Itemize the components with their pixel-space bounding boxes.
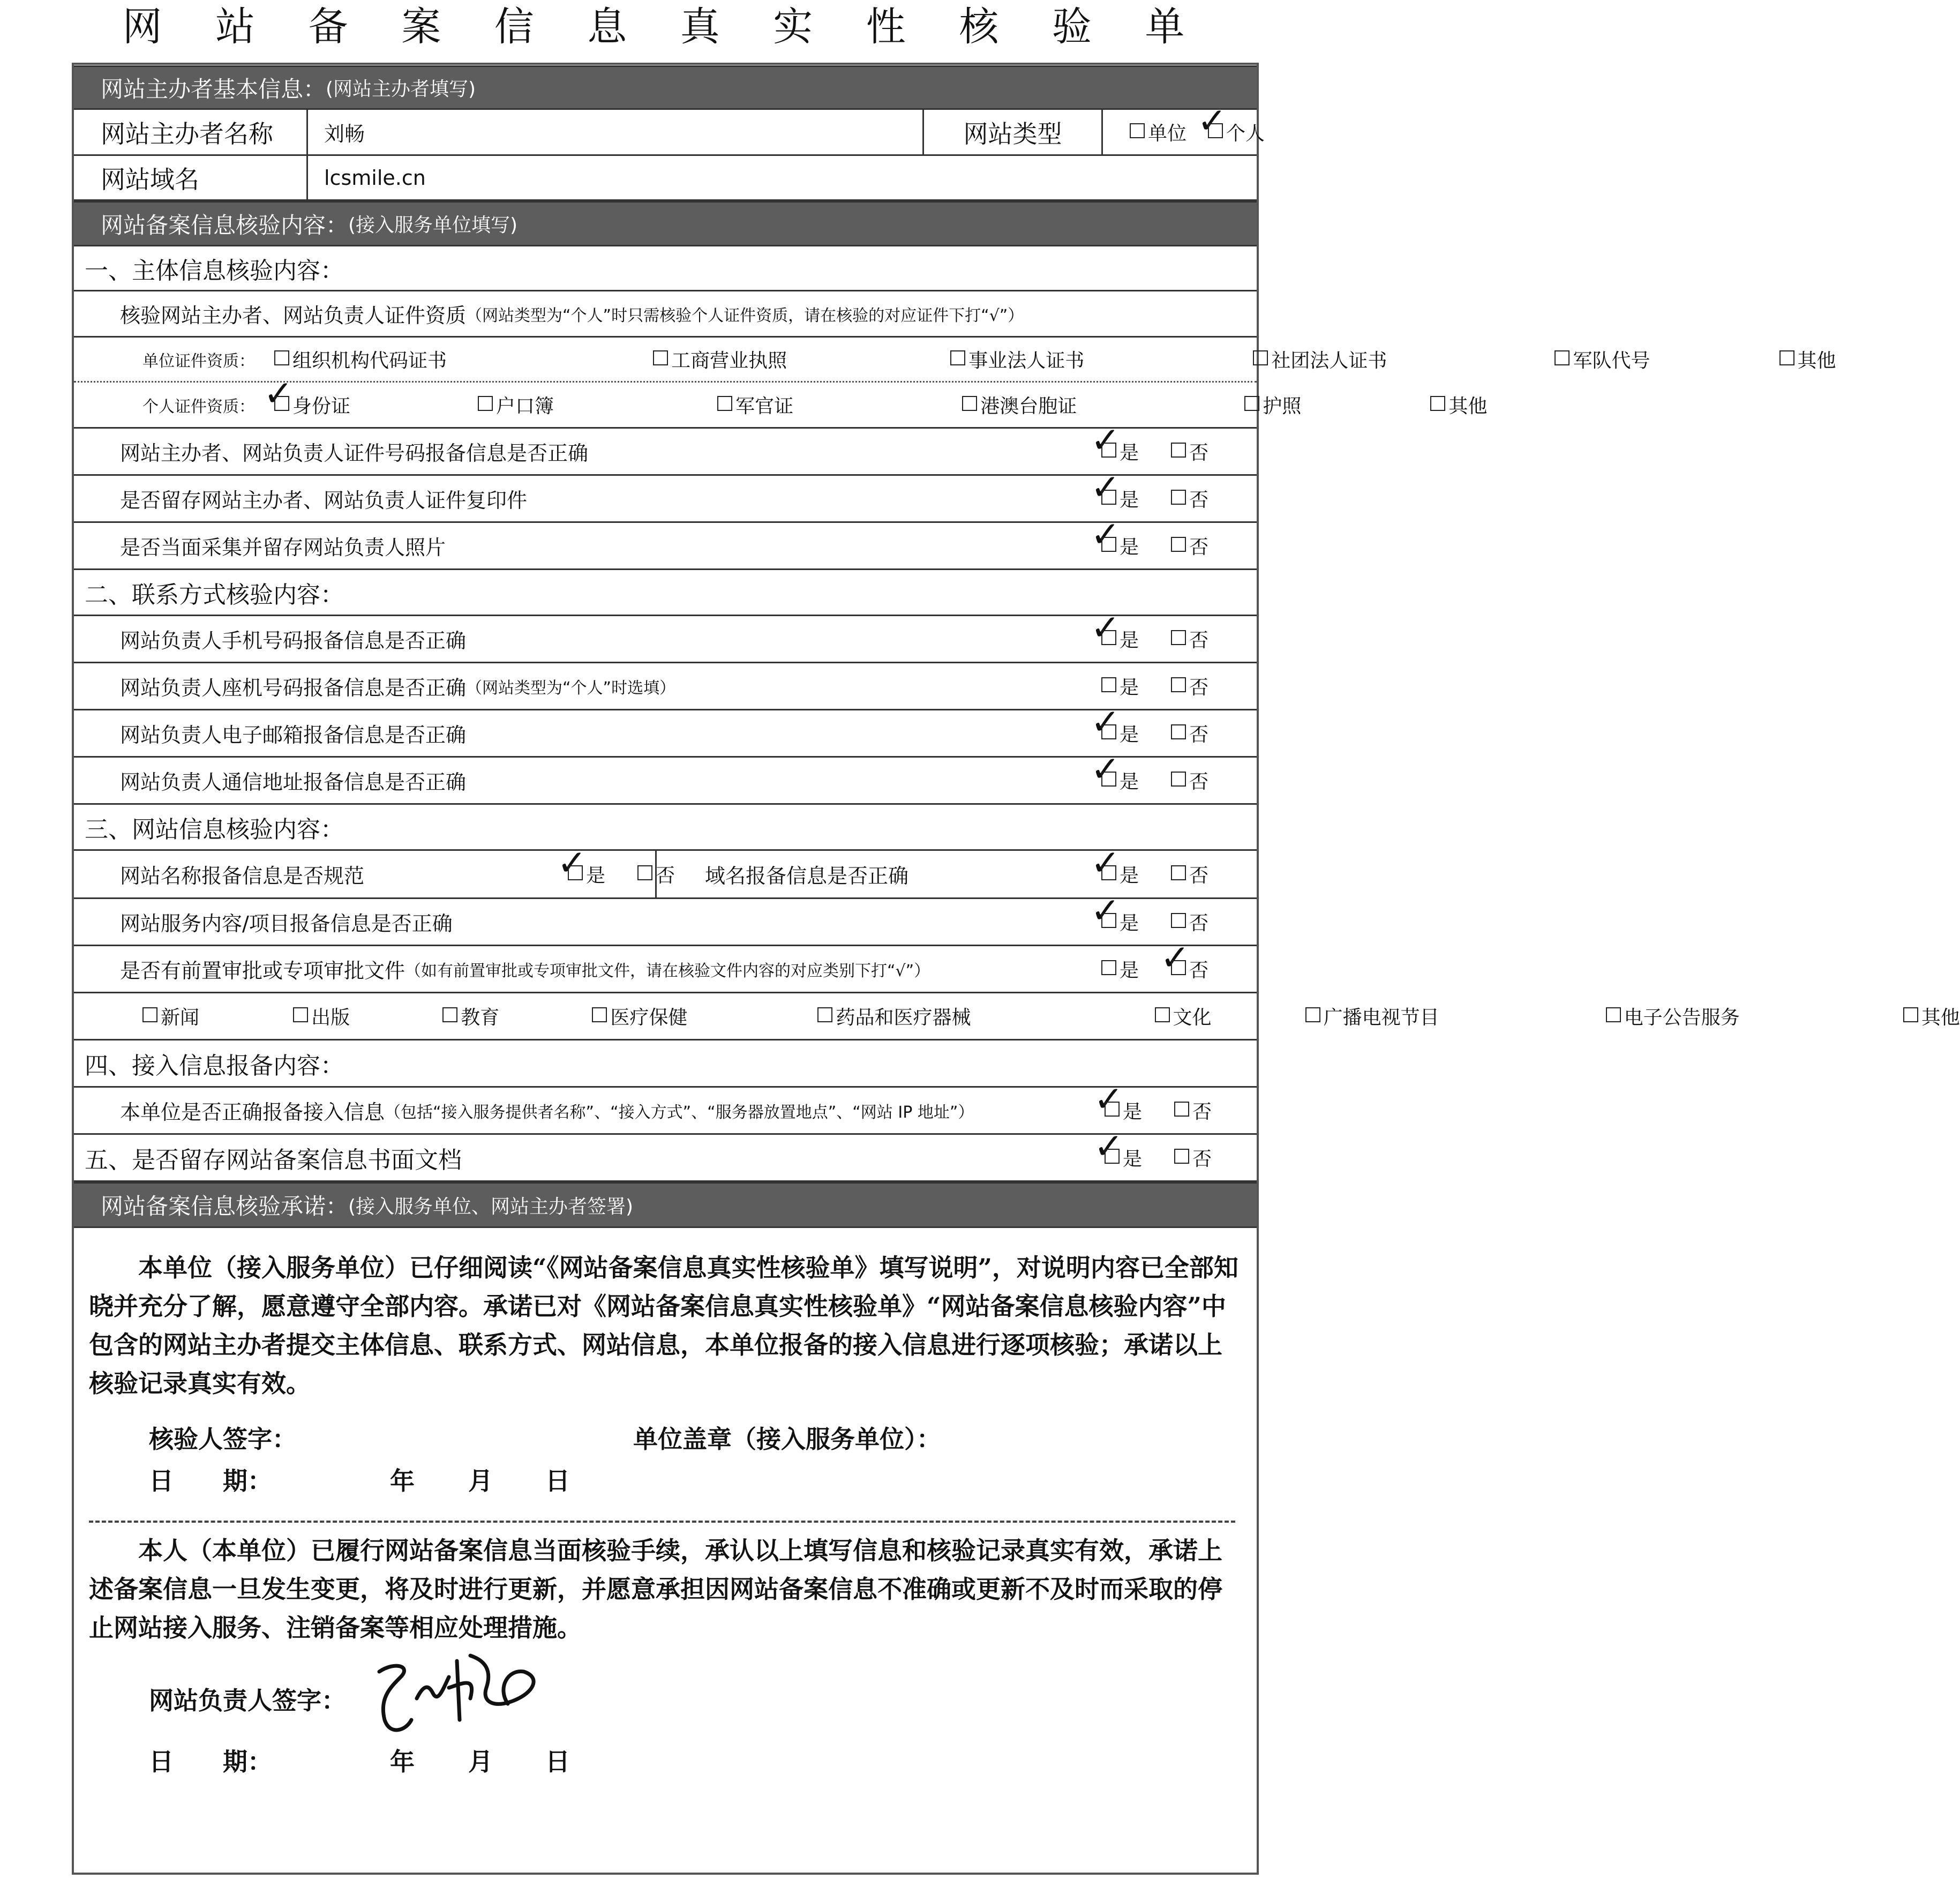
question-text: 网站服务内容/项目报备信息是否正确 [120, 912, 453, 935]
section-subtitle: (网站主办者填写) [326, 78, 476, 100]
yes-option[interactable]: ✓ 是 [557, 842, 606, 887]
cert-note: （网站类型为“个人”时只需核验个人证件资质，请在核验的对应证件下打“√”） [466, 306, 1024, 325]
unit-cert-option[interactable]: 事业法人证书 [950, 338, 1084, 381]
category-option[interactable]: 电子公告服务 [1606, 993, 1740, 1039]
commitment-paragraph-2: 本人（本单位）已履行网站备案信息当面核验手续，承认以上填写信息和核验记录真实有效，承诺上述备案信息一旦发生变更，将及时进行更新，并愿意承担因网站备案信息不准确或更新不及时而采取的停止网站接入服务、注销备案等相应处理措施。 [89, 1536, 1222, 1642]
yes-option[interactable]: 是 [1101, 955, 1139, 983]
handwritten-signature [363, 1640, 556, 1747]
question-row [74, 420, 1257, 476]
section-commitment [74, 1182, 1257, 1228]
unit-cert-label: 单位证件资质： [142, 351, 255, 371]
unit-cert-row [74, 338, 1836, 383]
category-option[interactable]: 其他 [1903, 993, 1960, 1039]
checkbox-icon [1208, 123, 1223, 138]
yes-option[interactable]: ✓ 是 [1091, 890, 1139, 934]
question-text: 网站负责人手机号码报备信息是否正确 [120, 629, 467, 653]
part2-heading [74, 570, 1257, 616]
yes-option[interactable]: ✓ 是 [1091, 748, 1139, 793]
person-cert-option[interactable]: 军官证 [717, 383, 793, 427]
domain-label: 网站域名 [101, 164, 199, 194]
owner-name-row [74, 100, 1265, 156]
no-option[interactable]: 否 [1171, 672, 1208, 700]
site-type-label: 网站类型 [922, 110, 1101, 154]
cert-title: 核验网站主办者、网站负责人证件资质 [120, 304, 467, 327]
part3-title: 三、网站信息核验内容： [85, 815, 344, 843]
divider [89, 1521, 1235, 1523]
yes-option[interactable]: ✓ 是 [1094, 1079, 1143, 1123]
question-text: 是否当面采集并留存网站负责人照片 [120, 536, 446, 559]
part5-title: 五、是否留存网站备案信息书面文档 [85, 1146, 462, 1174]
part5-row [74, 1126, 1257, 1182]
category-option[interactable]: 医疗保健 [592, 993, 687, 1039]
person-cert-option[interactable]: 护照 [1244, 383, 1301, 427]
section-subtitle: (接入服务单位、网站主办者签署) [348, 1195, 634, 1218]
stamp-label: 单位盖章（接入服务单位）： [633, 1425, 941, 1454]
question-text: 是否有前置审批或专项审批文件 [120, 959, 405, 983]
form-title: 网 站 备 案 信 息 真 实 性 核 验 单 [122, 4, 1205, 50]
check-mark-icon: ✓ [264, 373, 294, 414]
day-label: 日 [545, 1466, 570, 1495]
question-text: 网站主办者、网站负责人证件号码报备信息是否正确 [120, 441, 589, 465]
yes-option[interactable]: ✓ 是 [1094, 1126, 1143, 1170]
part4-heading [74, 1040, 1257, 1088]
unit-cert-option[interactable]: 工商营业执照 [653, 338, 787, 381]
question-row [74, 701, 1257, 758]
owner-name-value[interactable]: 刘畅 [306, 110, 922, 154]
site-type-options [1101, 100, 1265, 154]
question-text: 是否留存网站主办者、网站负责人证件复印件 [120, 489, 528, 512]
section-owner-info [74, 65, 1257, 110]
owner-name-label: 网站主办者名称 [101, 119, 273, 148]
part3-heading [74, 805, 1257, 851]
domain-row [74, 156, 1257, 201]
yes-option[interactable]: ✓ 是 [1091, 467, 1139, 511]
category-option[interactable]: 广播电视节目 [1305, 993, 1439, 1039]
no-option[interactable]: 否 [1171, 625, 1208, 653]
person-cert-label: 个人证件资质： [142, 397, 255, 416]
category-option[interactable]: 药品和医疗器械 [817, 993, 971, 1039]
question-row [74, 607, 1257, 663]
checkbox-icon [1130, 123, 1145, 138]
no-option[interactable]: 否 [1171, 860, 1208, 888]
yes-option[interactable]: ✓ 是 [1091, 514, 1139, 558]
unit-cert-option[interactable]: 组织机构代码证书 [274, 338, 447, 381]
unit-cert-option[interactable]: 其他 [1779, 338, 1836, 381]
question-row [74, 937, 1257, 993]
section-title: 网站备案信息核验内容： [101, 212, 349, 238]
category-option[interactable]: 新闻 [142, 993, 199, 1039]
part1-title: 一、主体信息核验内容： [85, 257, 344, 285]
no-option[interactable]: 否 [1171, 485, 1208, 512]
check-mark-icon: ✓ [1197, 100, 1227, 141]
question-text: 本单位是否正确报备接入信息 [120, 1101, 385, 1124]
question-text: 域名报备信息是否正确 [655, 851, 1257, 897]
question-row [74, 890, 1257, 946]
category-option[interactable]: 文化 [1155, 993, 1212, 1039]
yes-option[interactable]: ✓ 是 [1091, 607, 1139, 652]
no-option[interactable]: 否 [637, 860, 675, 888]
question-row [74, 842, 1257, 899]
category-option[interactable]: 出版 [293, 993, 350, 1039]
approval-categories-row [74, 993, 1960, 1040]
question-text: 网站负责人座机号码报备信息是否正确 [120, 676, 467, 700]
month-label: 月 [468, 1747, 493, 1776]
section-title: 网站主办者基本信息： [101, 76, 326, 102]
domain-value[interactable]: lcsmile.cn [306, 156, 1257, 199]
no-option[interactable]: ✓ 否 [1160, 937, 1209, 982]
question-text: 网站名称报备信息是否规范 [120, 864, 365, 888]
question-row [74, 748, 1257, 805]
no-option[interactable]: 否 [1171, 767, 1208, 794]
verifier-signature-label: 核验人签字： [149, 1425, 297, 1454]
part2-title: 二、联系方式核验内容： [85, 581, 344, 609]
yes-option[interactable]: ✓ 是 [1091, 842, 1139, 887]
question-note: （如有前置审批或专项审批文件，请在核验文件内容的对应类别下打“√”） [405, 961, 930, 980]
section-verification [74, 201, 1257, 246]
question-row [74, 663, 1257, 710]
question-row [74, 514, 1257, 570]
person-cert-row [74, 373, 1488, 429]
unit-cert-option[interactable]: 军队代号 [1555, 338, 1650, 381]
commitment-paragraph-1: 本单位（接入服务单位）已仔细阅读“《网站备案信息真实性核验单》填写说明”，对说明内容已全部知晓并充分了解，愿意遵守全部内容。承诺已对《网站备案信息真实性核验单》“网站备案信息核验内容”中包含的网站主办者提交主体信息、联系方式、网站信息，本单位报备的接入信息进行逐项核验；承诺以上核验记录真实有效。 [89, 1253, 1238, 1398]
person-cert-option[interactable]: ✓ 身份证 [264, 373, 351, 417]
person-cert-option[interactable]: 户口簿 [478, 383, 554, 427]
category-option[interactable]: 教育 [442, 993, 499, 1039]
no-option[interactable]: 否 [1174, 1097, 1212, 1124]
question-note: （包括“接入服务提供者名称”、“接入方式”、“服务器放置地点”、“网站 IP 地址”） [385, 1103, 974, 1122]
yes-option[interactable]: ✓ 是 [1091, 420, 1139, 464]
question-text: 网站负责人电子邮箱报备信息是否正确 [120, 723, 467, 747]
no-option[interactable]: 否 [1171, 908, 1208, 935]
question-row [74, 467, 1257, 523]
question-note: （网站类型为“个人”时选填） [466, 678, 676, 698]
site-type-person-option[interactable]: ✓ 个人 [1197, 100, 1265, 145]
yes-option[interactable]: 是 [1101, 672, 1139, 700]
no-option[interactable]: 否 [1174, 1144, 1212, 1171]
year-label: 年 [390, 1747, 415, 1776]
unit-cert-option[interactable]: 社团法人证书 [1253, 338, 1387, 381]
person-cert-option[interactable]: 其他 [1430, 383, 1487, 427]
date-label: 日 期： [149, 1466, 272, 1495]
section-title: 网站备案信息核验承诺： [101, 1193, 349, 1219]
no-option[interactable]: 否 [1171, 438, 1208, 465]
part4-title: 四、接入信息报备内容： [85, 1052, 344, 1080]
owner-signature-label: 网站负责人签字： [149, 1686, 346, 1715]
person-cert-option[interactable]: 港澳台胞证 [962, 383, 1077, 427]
section-subtitle: (接入服务单位填写) [348, 214, 518, 236]
year-label: 年 [390, 1466, 415, 1495]
no-option[interactable]: 否 [1171, 532, 1208, 559]
date-label: 日 期： [149, 1747, 272, 1776]
question-text: 网站负责人通信地址报备信息是否正确 [120, 770, 467, 794]
no-option[interactable]: 否 [1171, 720, 1208, 747]
month-label: 月 [468, 1466, 493, 1495]
part1-heading [74, 246, 1257, 291]
site-type-unit-option[interactable]: 单位 [1130, 118, 1186, 146]
day-label: 日 [545, 1747, 570, 1776]
question-row [74, 1079, 1257, 1135]
yes-option[interactable]: ✓ 是 [1091, 701, 1139, 746]
cert-qualification-row [74, 291, 1257, 338]
